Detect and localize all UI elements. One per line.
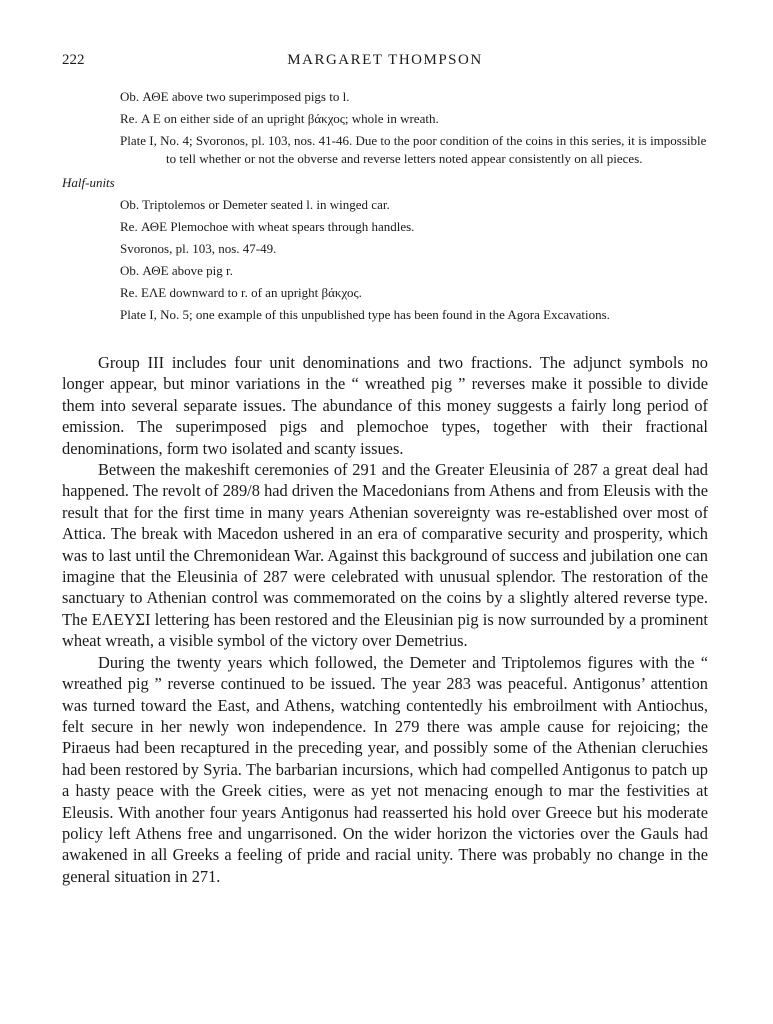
half-units-reference-1: Svoronos, pl. 103, nos. 47-49. — [120, 241, 277, 256]
page-header — [62, 52, 708, 76]
coin-catalog — [62, 88, 708, 324]
paragraph-eleusinia-287: Between the makeshift ceremonies of 291 and the Greater Eleusinia of 287 a great deal had happened. The revolt of 289/8 had driven the Macedonians from Athens and from Eleusis with the result that for the first time in many years Athenian sovereignty was re-established over most of Attica. The break with Macedon ushered in an era of comparative security and prosperity, which was to last until the Chremonidean War. Against this background of success and jubilation one can imagine that the Eleusinia of 287 were celebrated with unusual splendor. The restoration of the sanctuary to Athenian control was commemorated on the coins by a slightly altered reverse type. The ΕΛΕΥΣΙ lettering has been restored and the Eleusinian pig is now surrounded by a prominent wheat wreath, a visible symbol of the victory over Demetrius. — [62, 460, 708, 651]
half-units-obverse-2: Ob. ΑΘΕ above pig r. — [120, 263, 233, 278]
page-number: 222 — [62, 52, 85, 68]
units-plate-reference: Plate I, No. 4; Svoronos, pl. 103, nos. 41-46. Due to the poor condition of the coins in this series, it is impossible to tell whether or not the obverse and reverse letters noted appear consistently on all pieces. — [120, 133, 707, 166]
half-units-obverse-1: Ob. Triptolemos or Demeter seated l. in winged car. — [120, 197, 390, 212]
half-units-heading: Half-units — [62, 175, 115, 190]
units-reverse: Re. Α Ε on either side of an upright βάκχος; whole in wreath. — [120, 111, 439, 126]
paragraph-group-iii: Group III includes four unit denominations and two fractions. The adjunct symbols no longer appear, but minor variations in the “ wreathed pig ” reverses make it possible to divide them into several separate issues. The abundance of this money suggests a fairly long period of emission. The superimposed pigs and plemochoe types, together with their fractional denominations, form two isolated and scanty issues. — [62, 353, 708, 458]
half-units-reverse-2: Re. ΕΛΕ downward to r. of an upright βάκχος. — [120, 285, 362, 300]
half-units-reverse-1: Re. ΑΘΕ Plemochoe with wheat spears through handles. — [120, 219, 415, 234]
paragraph-twenty-years: During the twenty years which followed, the Demeter and Triptolemos figures with the “ wreathed pig ” reverse continued to be issued. The year 283 was peaceful. Antigonus’ attention was turned toward the East, and Athens, watching contentedly his embroilment with Antiochus, felt secure in her newly won independence. In 279 there was ample cause for rejoicing; the Piraeus had been recaptured in the preceding year, and possibly some of the Athenian cleruchies had been restored by Syria. The barbarian incursions, which had compelled Antigonus to patch up a hasty peace with the Greek cities, were as yet not menacing enough to mar the festivities at Eleusis. With another four years Antigonus had reasserted his hold over Greece but his moderate policy left Athens free and ungarrisoned. On the wider horizon the victories over the Gauls had awakened in all Greeks a feeling of pride and racial unity. There was probably no change in the general situation in 271. — [62, 652, 708, 886]
half-units-plate-reference-2: Plate I, No. 5; one example of this unpublished type has been found in the Agora Excavations. — [120, 307, 610, 322]
body-text — [62, 352, 708, 887]
units-obverse: Ob. ΑΘΕ above two superimposed pigs to l. — [120, 89, 350, 104]
running-head: MARGARET THOMPSON — [287, 52, 483, 68]
